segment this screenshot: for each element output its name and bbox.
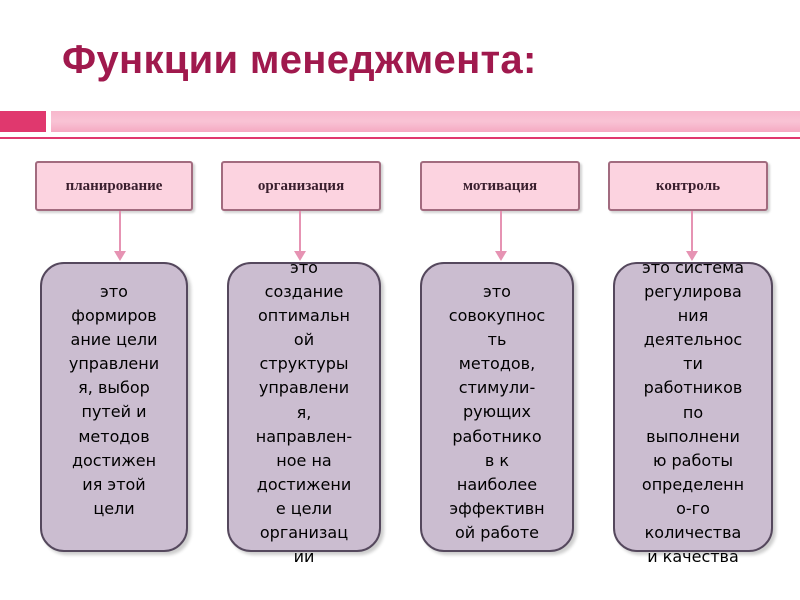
accent-bar-left <box>0 111 46 132</box>
connector-motivation <box>500 211 502 255</box>
connector-control <box>691 211 693 255</box>
description-text-motivation: это совокупнос ть методов, стимули- рующих работнико в к наиболее эффективн ой работе <box>448 282 546 542</box>
description-text-organization: это создание оптимальн ой структуры управлени я, направлен- ное на достижени е цели организац ии <box>255 258 353 567</box>
divider-line <box>0 137 800 139</box>
description-box-motivation <box>420 262 574 552</box>
description-text-control: это система регулирова ния деятельнос ти работников по выполнени ю работы определенн о-го количества и качества <box>641 258 745 567</box>
header-box-control <box>608 161 768 211</box>
accent-bar-right <box>51 111 800 132</box>
arrow-down-icon <box>114 251 126 261</box>
header-label-organization: организация <box>257 177 345 194</box>
header-label-planning: планирование <box>65 177 163 194</box>
description-box-control <box>613 258 773 567</box>
header-box-planning <box>35 161 193 211</box>
connector-planning <box>119 211 121 255</box>
description-box-planning <box>40 262 188 552</box>
description-text-planning: это формиров ание цели управлени я, выбор путей и методов достижен ия этой цели <box>68 282 160 518</box>
header-label-motivation: мотивация <box>462 177 538 194</box>
header-box-organization <box>221 161 381 211</box>
header-label-control: контроль <box>655 177 721 194</box>
arrow-down-icon <box>495 251 507 261</box>
header-box-motivation <box>420 161 580 211</box>
slide-title: Функции менеджмента: <box>62 38 537 82</box>
connector-organization <box>299 211 301 255</box>
description-box-organization <box>227 258 381 567</box>
